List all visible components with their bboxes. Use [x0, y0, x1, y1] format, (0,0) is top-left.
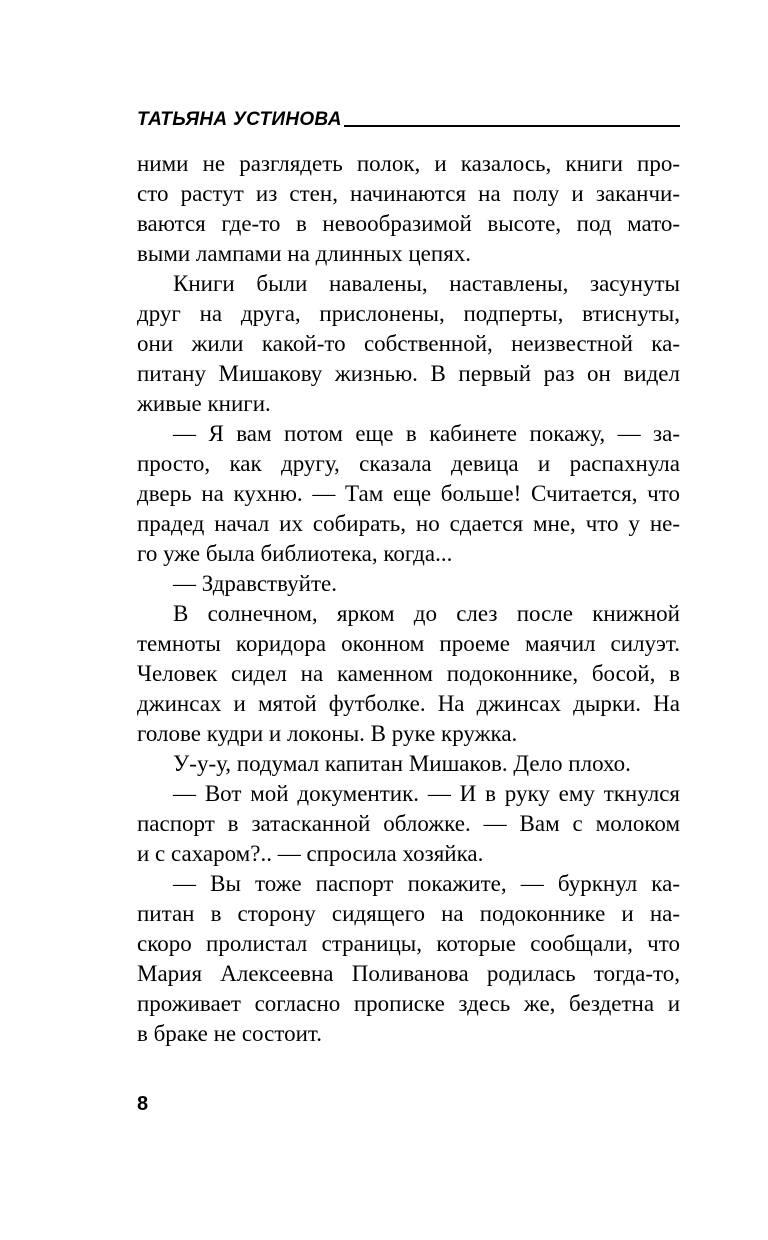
text-line: скоро пролистал страницы, которые сообщали, что — [137, 931, 680, 956]
text-line: — Я вам потом еще в кабинете покажу, — за- — [173, 421, 680, 446]
text-line: ними не разглядеть полок, и казалось, книги про- — [137, 151, 680, 176]
author-name: ТАТЬЯНА УСТИНОВА — [137, 109, 342, 130]
paragraph — [137, 149, 680, 269]
page-number: 8 — [137, 1093, 149, 1115]
text-line: они жили какой-то собственной, неизвестной ка- — [137, 331, 680, 356]
text-line: дверь на кухню. — Там еще больше! Считается, что — [137, 481, 680, 506]
paragraph — [137, 749, 680, 779]
paragraph — [137, 419, 680, 569]
text-line: — Здравствуйте. — [173, 571, 337, 596]
text-line: и с сахаром?.. — спросила хозяйка. — [137, 841, 484, 866]
text-line: Мария Алексеевна Поливанова родилась тогда-то, — [137, 961, 680, 986]
text-line: в браке не состоит. — [137, 1021, 322, 1046]
paragraph — [137, 869, 680, 1049]
text-line: голове кудри и локоны. В руке кружка. — [137, 721, 518, 746]
text-line: друг на друга, прислонены, подперты, втиснуты, — [137, 301, 680, 326]
text-line: сто растут из стен, начинаются на полу и заканчи- — [137, 181, 680, 206]
text-line: питану Мишакову жизнью. В первый раз он видел — [137, 361, 680, 386]
text-line: просто, как другу, сказала девица и распахнула — [137, 451, 680, 476]
paragraph — [137, 269, 680, 419]
text-line: паспорт в затасканной обложке. — Вам с молоком — [137, 811, 680, 836]
paragraph — [137, 599, 680, 749]
body-text — [137, 149, 680, 1049]
text-line: У-у-у, подумал капитан Мишаков. Дело плохо. — [173, 751, 631, 776]
running-header — [137, 104, 680, 130]
header-rule — [344, 125, 680, 127]
text-line: прадед начал их собирать, но сдается мне, что у не- — [137, 511, 680, 536]
text-line: питан в сторону сидящего на подоконнике и на- — [137, 901, 680, 926]
text-line: Книги были навалены, наставлены, засунуты — [173, 271, 680, 296]
text-line: го уже была библиотека, когда... — [137, 541, 453, 566]
paragraph — [137, 779, 680, 869]
text-line: В солнечном, ярком до слез после книжной — [173, 601, 680, 626]
text-line: джинсах и мятой футболке. На джинсах дырки. На — [137, 691, 680, 716]
text-line: — Вы тоже паспорт покажите, — буркнул ка- — [173, 871, 680, 896]
text-line: живые книги. — [137, 391, 271, 416]
text-line: ваются где-то в невообразимой высоте, под мато- — [137, 211, 680, 236]
text-line: темноты коридора оконном проеме маячил силуэт. — [137, 631, 680, 656]
text-line: выми лампами на длинных цепях. — [137, 241, 472, 266]
text-line: проживает согласно прописке здесь же, бездетна и — [137, 991, 680, 1016]
text-line: — Вот мой документик. — И в руку ему ткнулся — [173, 781, 680, 806]
paragraph — [137, 569, 680, 599]
text-line: Человек сидел на каменном подоконнике, босой, в — [137, 661, 680, 686]
